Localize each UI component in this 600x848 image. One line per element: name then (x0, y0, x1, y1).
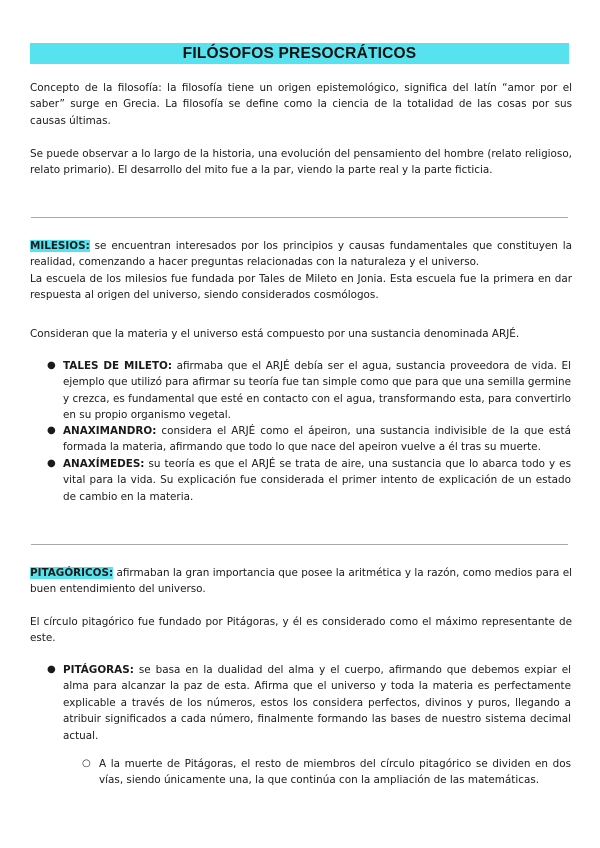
milesios-paragraph-2: La escuela de los milesios fue fundada por Tales de Mileto en Jonia. Esta escuela fue la primera en dar respuesta al origen del universo, siendo considerados cosmólogos. (30, 273, 572, 302)
list-item-text: se basa en la dualidad del alma y el cuerpo, afirmando que debemos expiar el alma para alcanzar la paz de esta. Afirma que el universo y toda la materia es perfectamente explicable a través de los números, estos los considera perfectos, divinos y puros, llegando a atribuir significados a cada número, finalmente formando las bases de nuestro sistema decimal actual. (63, 664, 571, 742)
milesios-paragraph-3: Consideran que la materia y el universo está compuesto por una sustancia denominada ARJÉ. (30, 328, 520, 340)
intro-paragraph-1: Concepto de la filosofía: la filosofía tiene un origen epistemológico, significa del latín “amor por el saber” surge en Grecia. La filosofía se define como la ciencia de la totalidad de las cosas por sus causas últimas. (30, 82, 572, 127)
pitagoricos-label: PITAGÓRICOS: (30, 567, 114, 579)
list-item-name: TALES DE MILETO: (63, 360, 173, 372)
list-item-text: considera el ARJÉ como el ápeiron, una sustancia indivisible de la que está formada la materia, afirmando que todo lo que nace del apeiron vuelve a él tras su muerte. (63, 425, 571, 454)
pitagoricos-text: afirmaban la gran importancia que posee la aritmética y la razón, como medios para el buen entendimiento del universo. (30, 567, 572, 596)
list-item-text: afirmaba que el ARJÉ debía ser el agua, sustancia proveedora de vida. El ejemplo que utilizó para afirmar su teoría fue tan simple como que para que una semilla germine y crezca, es fundamental que esté en contacto con el agua, transformando esta, para convertirlo en su propio organismo vegetal. (63, 360, 571, 422)
milesios-text: se encuentran interesados por los principios y causas fundamentales que constituyen la realidad, comenzando a hacer preguntas relacionadas con la naturaleza y el universo. (30, 240, 572, 269)
title-banner (30, 43, 569, 64)
pitagoricos-paragraph-2: El círculo pitagórico fue fundado por Pitágoras, y él es considerado como el máximo representante de este. (30, 616, 572, 645)
bullet-marker: ● (47, 425, 56, 436)
sub-list-item: A la muerte de Pitágoras, el resto de miembros del círculo pitagórico se dividen en dos vías, siendo únicamente una, la que continúa con la ampliación de las matemáticas. (99, 758, 571, 787)
list-item-name: PITÁGORAS: (63, 664, 134, 676)
list-item-anaximedes (63, 456, 571, 505)
list-item-name: ANAXIMANDRO: (63, 425, 157, 437)
bullet-marker: ● (47, 458, 56, 469)
milesios-label: MILESIOS: (30, 240, 90, 252)
list-item-tales (63, 358, 571, 424)
milesios-paragraph-1 (30, 238, 572, 271)
section-divider (31, 217, 568, 218)
bullet-marker: ● (47, 360, 56, 371)
pitagoricos-paragraph-1 (30, 565, 572, 598)
sub-bullet-marker: ○ (82, 758, 91, 769)
list-item-name: ANAXÍMEDES: (63, 458, 145, 470)
list-item-pitagoras (63, 662, 571, 744)
page-title: FILÓSOFOS PRESOCRÁTICOS (182, 45, 417, 62)
bullet-marker: ● (47, 664, 56, 675)
list-item-anaximandro (63, 423, 571, 456)
intro-paragraph-2: Se puede observar a lo largo de la historia, una evolución del pensamiento del hombre (relato religioso, relato primario). El desarrollo del mito fue a la par, viendo la parte real y la parte ficticia. (30, 148, 572, 177)
section-divider (31, 544, 568, 545)
list-item-text: su teoría es que el ARJÉ se trata de aire, una sustancia que lo abarca todo y es vital para la vida. Su explicación fue considerada el primer intento de explicación de un estado de cambio en la materia. (63, 458, 571, 503)
